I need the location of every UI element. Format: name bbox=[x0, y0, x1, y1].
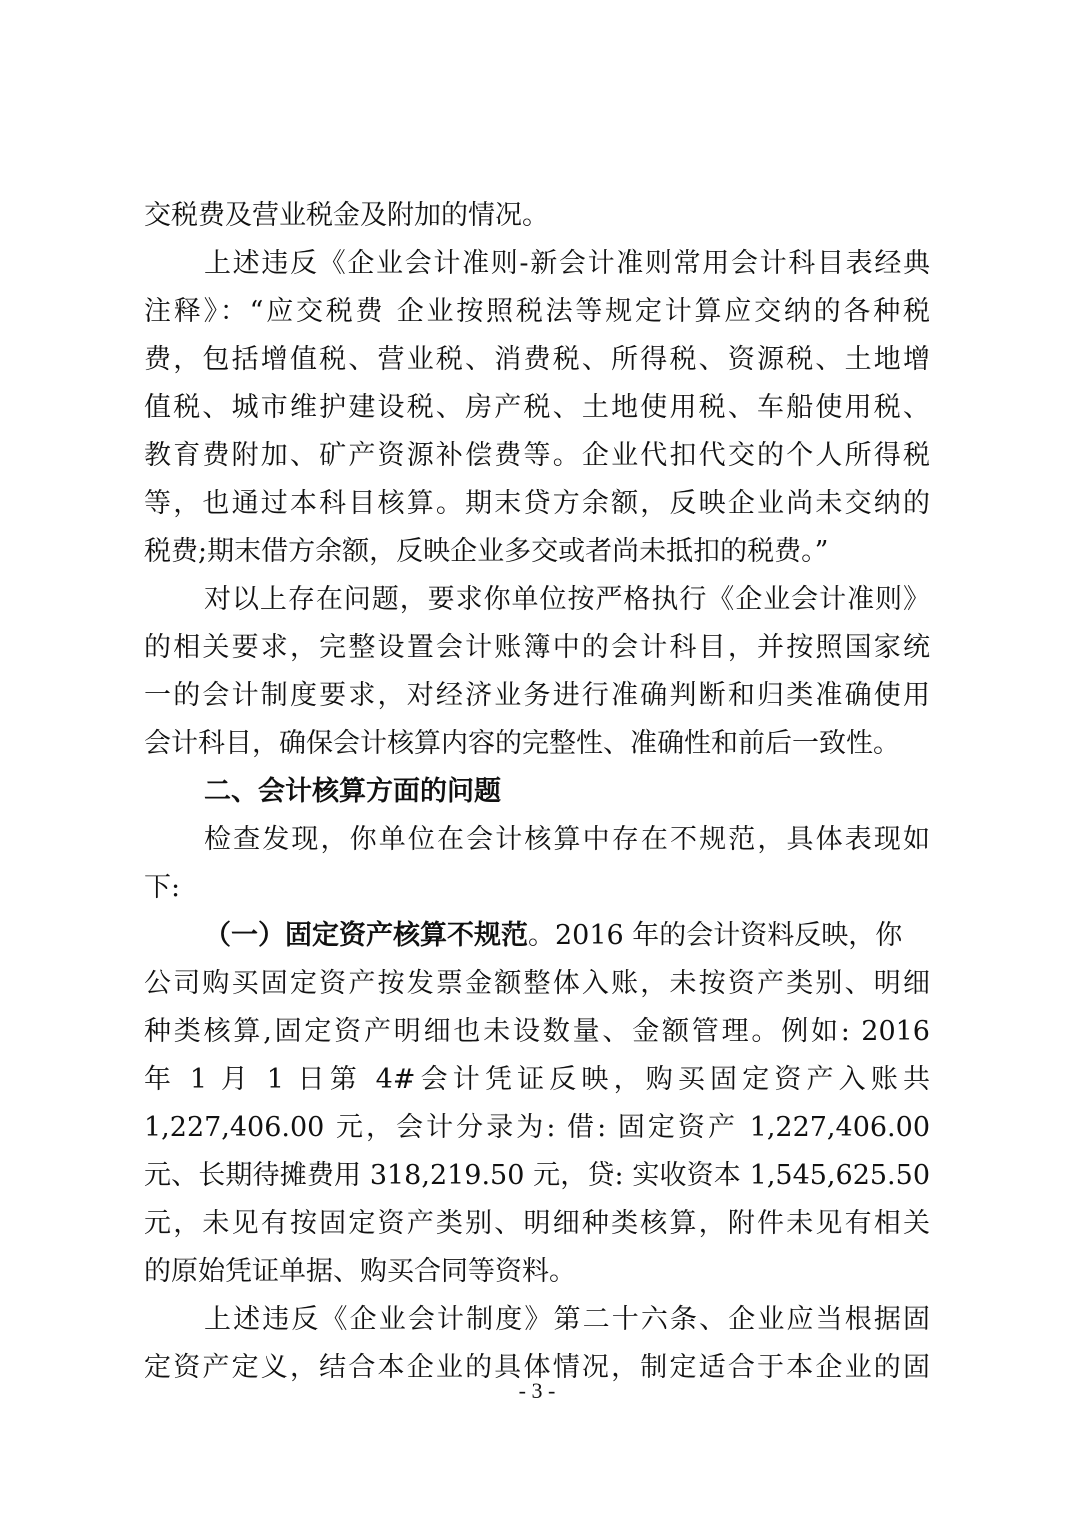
body-line: 的原始凭证单据、购买合同等资料。 bbox=[144, 1256, 576, 1287]
body-line: 费，包括增值税、营业税、消费税、所得税、资源税、土地增 bbox=[144, 344, 930, 375]
body-line: 教育费附加、矿产资源补偿费等。企业代扣代交的个人所得税 bbox=[144, 440, 930, 471]
body-line: 定资产定义，结合本企业的具体情况，制定适合于本企业的固 bbox=[144, 1352, 930, 1383]
subsection-heading: （一）固定资产核算不规范 bbox=[204, 920, 528, 951]
body-line: 的相关要求，完整设置会计账簿中的会计科目，并按照国家统 bbox=[144, 632, 930, 663]
body-line: 值税、城市维护建设税、房产税、土地使用税、车船使用税、 bbox=[144, 392, 930, 423]
body-line: 检查发现，你单位在会计核算中存在不规范，具体表现如 bbox=[204, 824, 930, 855]
subsection-line bbox=[204, 912, 930, 960]
body-line: 种类核算,固定资产明细也未设数量、金额管理。例如: 2016 bbox=[144, 1016, 930, 1047]
body-line: 上述违反《企业会计制度》第二十六条、企业应当根据固 bbox=[204, 1304, 930, 1335]
body-line: 一的会计制度要求，对经济业务进行准确判断和归类准确使用 bbox=[144, 680, 930, 711]
body-line: 元、长期待摊费用 318,219.50 元，贷: 实收资本 1,545,625.50 bbox=[144, 1160, 930, 1191]
body-line: 上述违反《企业会计准则-新会计准则常用会计科目表经典 bbox=[204, 248, 930, 279]
body-line: 交税费及营业税金及附加的情况。 bbox=[144, 200, 549, 231]
page-number: - 3 - bbox=[518, 1378, 556, 1403]
subsection-text: 。2016 年的会计资料反映，你 bbox=[528, 920, 903, 951]
body-line: 会计科目，确保会计核算内容的完整性、准确性和前后一致性。 bbox=[144, 728, 900, 759]
body-line: 公司购买固定资产按发票金额整体入账，未按资产类别、明细 bbox=[144, 968, 930, 999]
body-line: 下: bbox=[144, 872, 181, 903]
body-line: 1,227,406.00 元，会计分录为: 借: 固定资产 1,227,406.00 bbox=[144, 1112, 930, 1143]
body-line: 对以上存在问题，要求你单位按严格执行《企业会计准则》 bbox=[204, 584, 930, 615]
body-line: 元，未见有按固定资产类别、明细种类核算，附件未见有相关 bbox=[144, 1208, 930, 1239]
body-line: 年 1 月 1 日第 4#会计凭证反映，购买固定资产入账共 bbox=[144, 1064, 930, 1095]
body-line: 注释》：“应交税费 企业按照税法等规定计算应交纳的各种税 bbox=[144, 296, 930, 327]
section-heading: 二、会计核算方面的问题 bbox=[204, 776, 501, 807]
body-line: 税费;期末借方余额，反映企业多交或者尚未抵扣的税费。” bbox=[144, 536, 829, 567]
body-line: 等，也通过本科目核算。期末贷方余额，反映企业尚未交纳的 bbox=[144, 488, 930, 519]
